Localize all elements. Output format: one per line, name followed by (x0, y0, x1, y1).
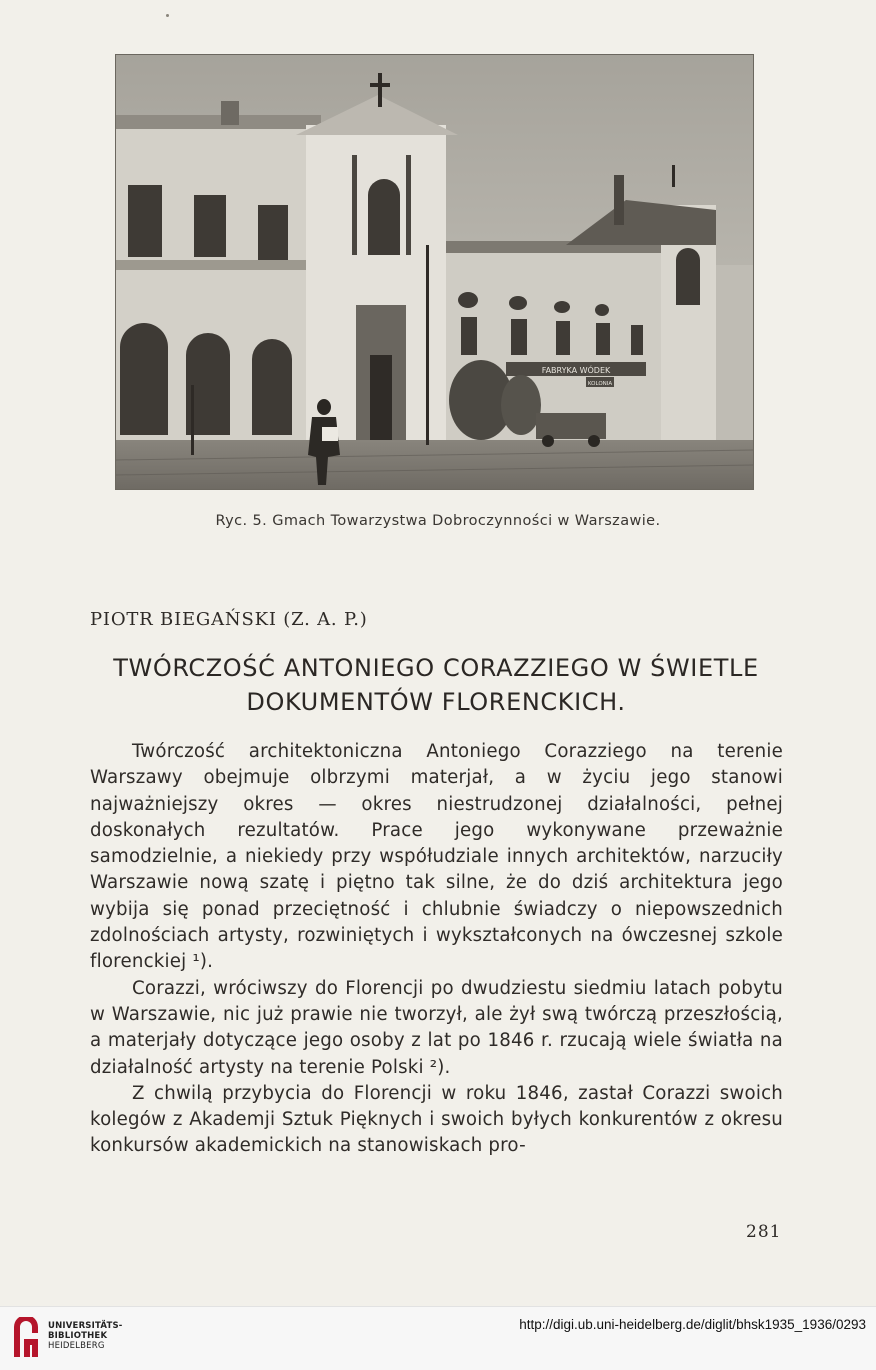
article-author: PIOTR BIEGAŃSKI (Z. A. P.) (90, 609, 368, 630)
logo-line-3: HEIDELBERG (48, 1341, 105, 1351)
speck (166, 14, 169, 17)
building-photograph (115, 54, 754, 490)
library-footer-bar (0, 1306, 876, 1370)
article-title (90, 651, 782, 719)
university-library-logo-icon (10, 1317, 42, 1359)
shop-sign-1: FABRYKA WÓDEK (541, 366, 611, 375)
library-name (48, 1321, 123, 1351)
title-line-2: DOKUMENTÓW FLORENCKICH. (246, 688, 626, 716)
article-body (90, 739, 783, 1160)
permalink-url[interactable]: http://digi.ub.uni-heidelberg.de/diglit/bhsk1935_1936/0293 (519, 1317, 866, 1332)
page-number: 281 (746, 1222, 782, 1242)
logo-line-2: BIBLIOTHEK (48, 1331, 108, 1341)
logo-line-1: UNIVERSITÄTS- (48, 1321, 123, 1331)
shop-sign-2: KOLONIA (587, 381, 613, 387)
paragraph: Corazzi, wróciwszy do Florencji po dwudziestu siedmiu latach pobytu w Warszawie, nic już prawie nie tworzył, ale żył swą twórczą przeszłością, a materjały dotyczące jego osoby z lat po 1846 r. rzucają wiele światła na działalność artysty na terenie Polski ²). (90, 977, 783, 1078)
figure-caption: Ryc. 5. Gmach Towarzystwa Dobroczynności w Warszawie. (215, 513, 661, 529)
paragraph: Z chwilą przybycia do Florencji w roku 1846, zastał Corazzi swoich kolegów z Akademji Sztuk Pięknych i swoich byłych konkurentów z okresu konkursów akademickich na stanowiskach pro- (90, 1082, 783, 1157)
paragraph: Twórczość architektoniczna Antoniego Corazziego na terenie Warszawy obejmuje olbrzymi materjał, a w życiu jego stanowi najważniejszy okres — okres niestrudzonej działalności, pełnej doskonałych rezultatów. Prace jego wykonywane przeważnie samodzielnie, a niekiedy przy współudziale innych architektów, narzuciły Warszawie nową szatę i piętno tak silne, że do dziś architektura jego wybija się ponad przeciętność i chlubnie świadczy o niepowszednich zdolnościach artysty, rozwiniętych i wykształconych na ówczesnej szkole florenckiej ¹). (90, 741, 783, 973)
title-line-1: TWÓRCZOŚĆ ANTONIEGO CORAZZIEGO W ŚWIETLE (113, 654, 759, 682)
